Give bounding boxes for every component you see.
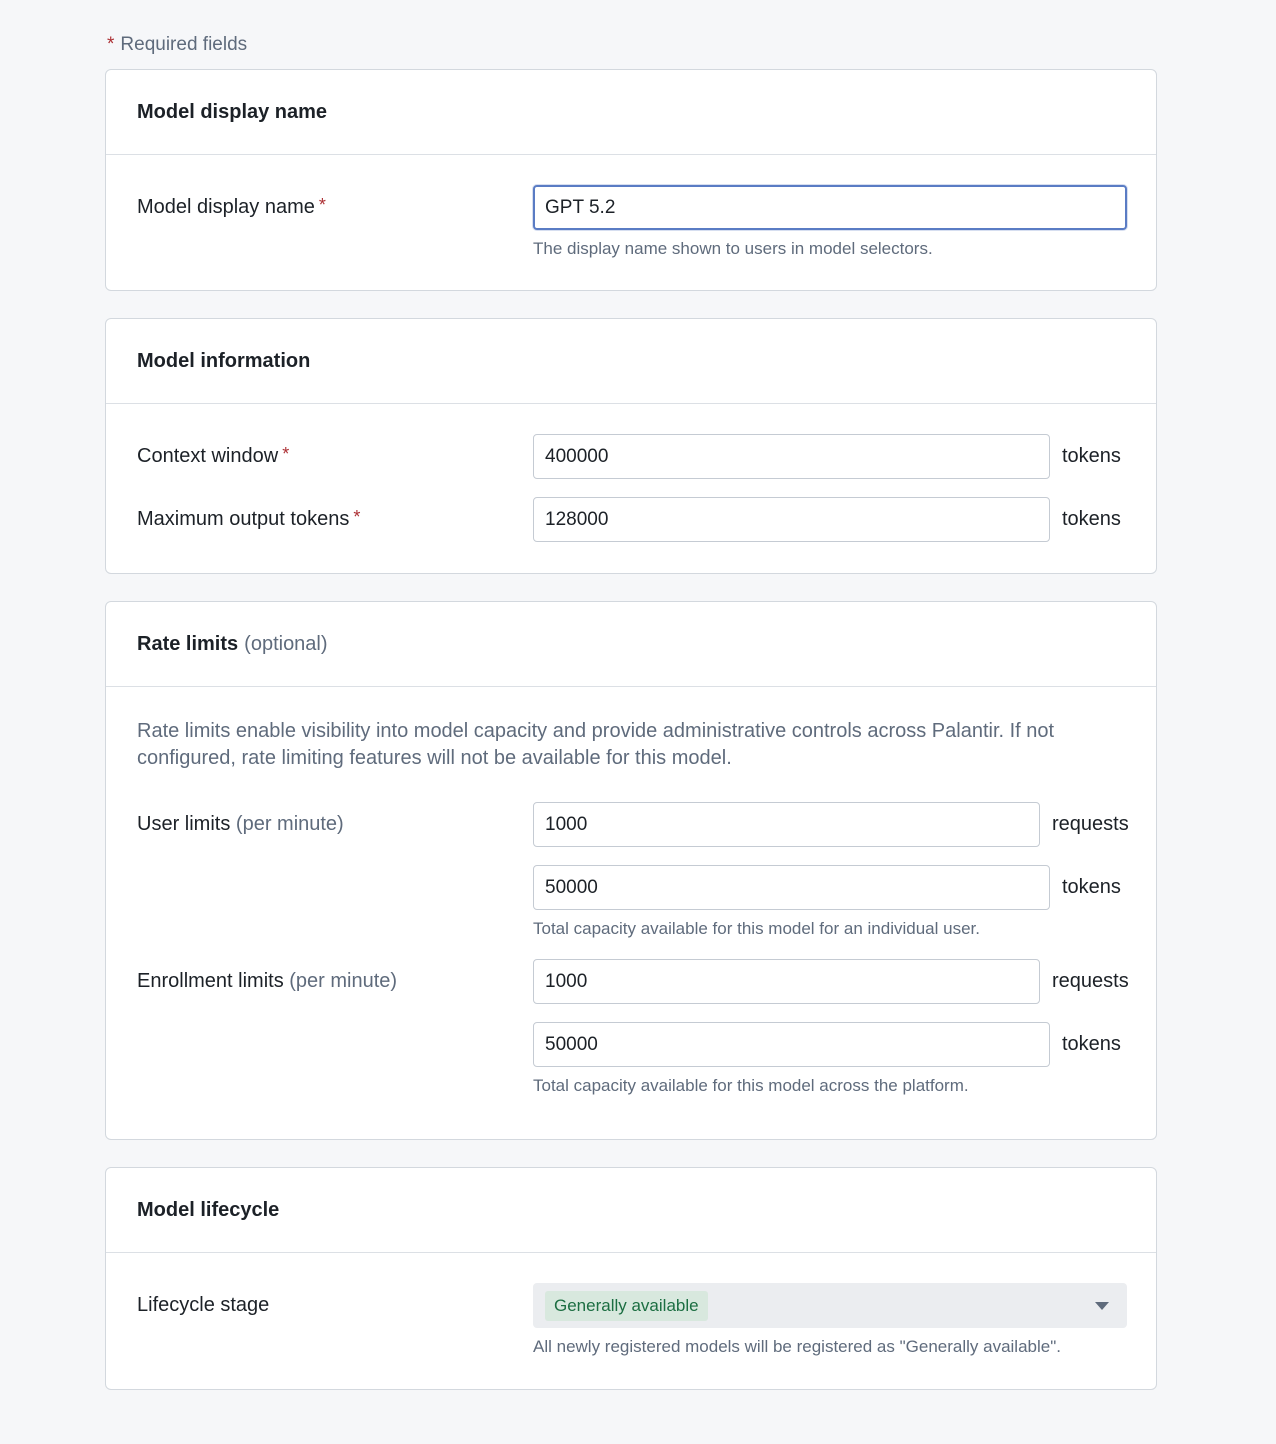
- user-limits-per-minute: (per minute): [235, 813, 344, 835]
- user-limits-label-text: User limits: [137, 813, 231, 835]
- model-info-card: [105, 318, 1157, 574]
- user-requests-unit: requests: [1052, 813, 1129, 835]
- required-star: *: [318, 195, 326, 215]
- lifecycle-stage-select[interactable]: [533, 1283, 1127, 1328]
- display-name-helper: The display name shown to users in model selectors.: [533, 239, 933, 258]
- user-limits-helper: Total capacity available for this model for an individual user.: [533, 919, 980, 938]
- context-window-label: [137, 434, 533, 479]
- rate-limits-description: Rate limits enable visibility into model capacity and provide administrative controls across Palantir. If not configured, rate limiting features will not be available for this model.: [137, 720, 1055, 769]
- display-name-card: [105, 69, 1157, 291]
- rate-limits-card: [105, 601, 1157, 1140]
- required-fields-text: Required fields: [120, 34, 248, 55]
- user-tokens-unit: tokens: [1062, 876, 1121, 898]
- context-window-label-text: Context window: [137, 445, 279, 467]
- enrollment-limits-label: [137, 959, 533, 1004]
- max-output-unit: tokens: [1062, 508, 1121, 530]
- lifecycle-stage-helper: All newly registered models will be registered as "Generally available".: [533, 1337, 1061, 1356]
- max-output-input[interactable]: [533, 497, 1050, 542]
- enrollment-tokens-input[interactable]: [533, 1022, 1050, 1067]
- required-star: *: [107, 34, 115, 55]
- lifecycle-stage-tag: Generally available: [545, 1291, 708, 1321]
- rate-limits-title-text: Rate limits: [137, 632, 239, 655]
- enrollment-limits-label-text: Enrollment limits: [137, 970, 284, 992]
- display-name-label-text: Model display name: [137, 196, 315, 218]
- enrollment-tokens-unit: tokens: [1062, 1033, 1121, 1055]
- rate-limits-card-title: [106, 602, 1156, 687]
- lifecycle-card: [105, 1167, 1157, 1390]
- rate-limits-optional: (optional): [244, 632, 328, 655]
- context-window-input[interactable]: [533, 434, 1050, 479]
- display-name-card-title: Model display name: [106, 70, 1156, 155]
- enrollment-requests-unit: requests: [1052, 970, 1129, 992]
- display-name-label: [137, 185, 533, 230]
- lifecycle-stage-label: Lifecycle stage: [137, 1294, 270, 1316]
- model-info-card-title: Model information: [106, 319, 1156, 404]
- display-name-input[interactable]: [533, 185, 1127, 230]
- enrollment-limits-helper: Total capacity available for this model across the platform.: [533, 1076, 969, 1095]
- enrollment-requests-input[interactable]: [533, 959, 1040, 1004]
- required-star: *: [282, 444, 290, 464]
- context-window-unit: tokens: [1062, 445, 1121, 467]
- max-output-label: [137, 497, 533, 542]
- user-requests-input[interactable]: [533, 802, 1040, 847]
- user-tokens-input[interactable]: [533, 865, 1050, 910]
- lifecycle-card-title: Model lifecycle: [106, 1168, 1156, 1253]
- max-output-label-text: Maximum output tokens: [137, 508, 350, 530]
- chevron-down-icon[interactable]: [1095, 1302, 1109, 1310]
- enrollment-limits-per-minute: (per minute): [289, 970, 398, 992]
- required-fields-note: [107, 32, 1276, 58]
- user-limits-label: [137, 802, 533, 847]
- required-star: *: [353, 507, 361, 527]
